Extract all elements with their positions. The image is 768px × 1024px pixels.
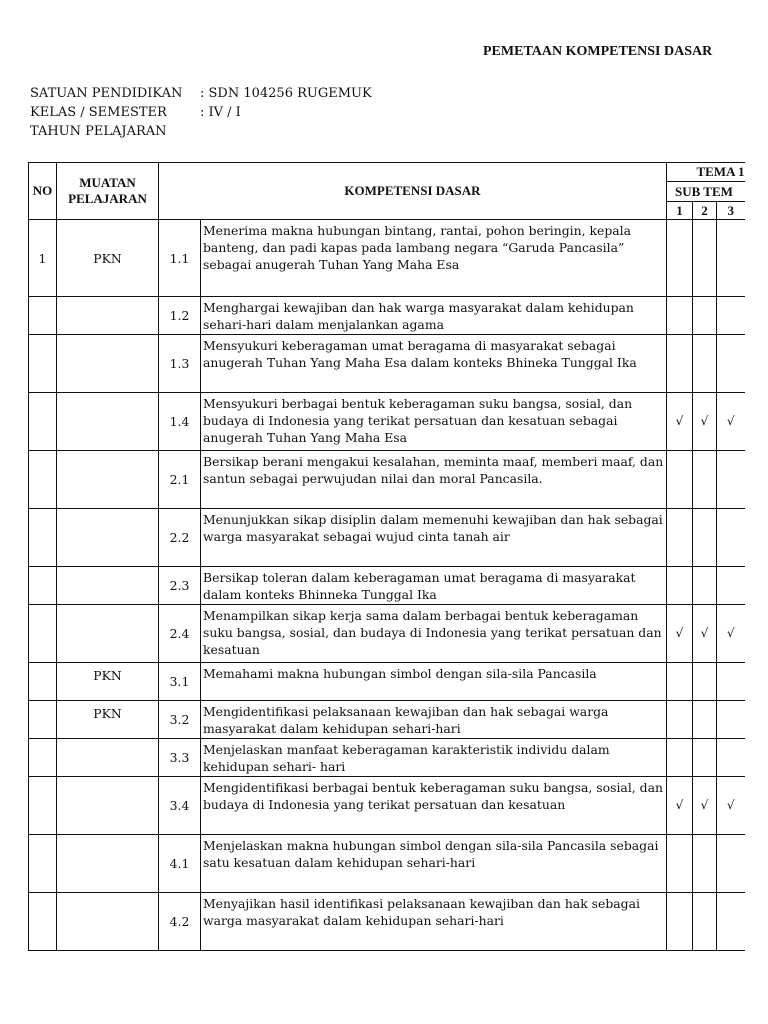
check-sub-2	[693, 663, 717, 701]
check-sub-3	[717, 739, 745, 777]
header-row	[29, 163, 745, 182]
row-number	[29, 701, 57, 739]
muatan-pelajaran	[57, 777, 159, 835]
check-sub-3	[717, 893, 745, 951]
row-number	[29, 567, 57, 605]
table-row	[29, 393, 745, 451]
check-sub-3: √	[717, 605, 745, 663]
check-sub-1: √	[667, 393, 693, 451]
check-sub-2	[693, 451, 717, 509]
check-sub-3	[717, 335, 745, 393]
kd-number: 3.2	[159, 701, 201, 739]
header-subtema: SUB TEM	[667, 182, 745, 202]
check-sub-1	[667, 567, 693, 605]
table-row	[29, 335, 745, 393]
muatan-pelajaran	[57, 335, 159, 393]
check-sub-3	[717, 297, 745, 335]
table-row	[29, 220, 745, 297]
muatan-pelajaran: PKN	[57, 663, 159, 701]
check-sub-3	[717, 509, 745, 567]
check-sub-1: √	[667, 605, 693, 663]
kd-number: 2.1	[159, 451, 201, 509]
check-sub-3	[717, 835, 745, 893]
kd-number: 2.3	[159, 567, 201, 605]
kd-description: Mensyukuri keberagaman umat beragama di masyarakat sebagai anugerah Tuhan Yang Maha Esa dalam konteks Bhineka Tunggal Ika	[201, 335, 667, 393]
row-number	[29, 835, 57, 893]
muatan-pelajaran	[57, 451, 159, 509]
check-sub-3	[717, 663, 745, 701]
kd-number: 3.4	[159, 777, 201, 835]
row-number: 1	[29, 220, 57, 297]
check-sub-2: √	[693, 605, 717, 663]
row-number	[29, 335, 57, 393]
info-value: : IV / I	[200, 105, 241, 120]
check-sub-1	[667, 451, 693, 509]
row-number	[29, 663, 57, 701]
row-number	[29, 777, 57, 835]
table-row	[29, 701, 745, 739]
check-sub-3	[717, 451, 745, 509]
kd-number: 1.1	[159, 220, 201, 297]
table-row	[29, 663, 745, 701]
kd-description: Menerima makna hubungan bintang, rantai, pohon beringin, kepala banteng, dan padi kapas pada lambang negara “Garuda Pancasila” sebagai anugerah Tuhan Yang Maha Esa	[201, 220, 667, 297]
muatan-pelajaran	[57, 297, 159, 335]
check-sub-2	[693, 701, 717, 739]
kd-number: 1.2	[159, 297, 201, 335]
check-sub-1	[667, 509, 693, 567]
row-number	[29, 739, 57, 777]
check-sub-2	[693, 567, 717, 605]
kd-description: Menampilkan sikap kerja sama dalam berbagai bentuk keberagaman suku bangsa, sosial, dan budaya di Indonesia yang terikat persatuan dan kesatuan	[201, 605, 667, 663]
check-sub-1	[667, 893, 693, 951]
header-sub-1: 1	[667, 202, 693, 220]
check-sub-3: √	[717, 777, 745, 835]
kd-description: Mensyukuri berbagai bentuk keberagaman suku bangsa, sosial, dan budaya di Indonesia yang terikat persatuan dan kesatuan sebagai anugerah Tuhan Yang Maha Esa	[201, 393, 667, 451]
kd-description: Menyajikan hasil identifikasi pelaksanaan kewajiban dan hak sebagai warga masyarakat dalam kehidupan sehari-hari	[201, 893, 667, 951]
header-kompetensi-dasar: KOMPETENSI DASAR	[159, 163, 667, 220]
table-row	[29, 451, 745, 509]
kd-description: Menunjukkan sikap disiplin dalam memenuhi kewajiban dan hak sebagai warga masyarakat sebagai wujud cinta tanah air	[201, 509, 667, 567]
check-sub-3	[717, 220, 745, 297]
kd-number: 3.1	[159, 663, 201, 701]
table-row	[29, 835, 745, 893]
kd-number: 4.1	[159, 835, 201, 893]
kd-number: 3.3	[159, 739, 201, 777]
check-sub-2	[693, 220, 717, 297]
row-number	[29, 605, 57, 663]
check-sub-2	[693, 297, 717, 335]
kd-number: 2.2	[159, 509, 201, 567]
muatan-pelajaran	[57, 393, 159, 451]
check-sub-1	[667, 701, 693, 739]
check-sub-1	[667, 663, 693, 701]
check-sub-2	[693, 739, 717, 777]
check-sub-2	[693, 335, 717, 393]
kd-description: Memahami makna hubungan simbol dengan sila-sila Pancasila	[201, 663, 667, 701]
kd-description: Menghargai kewajiban dan hak warga masyarakat dalam kehidupan sehari-hari dalam menjalankan agama	[201, 297, 667, 335]
muatan-pelajaran	[57, 893, 159, 951]
header-sub-2: 2	[693, 202, 717, 220]
check-sub-1: √	[667, 777, 693, 835]
check-sub-3	[717, 567, 745, 605]
muatan-pelajaran: PKN	[57, 220, 159, 297]
muatan-pelajaran	[57, 567, 159, 605]
kd-description: Bersikap toleran dalam keberagaman umat beragama di masyarakat dalam konteks Bhinneka Tunggal Ika	[201, 567, 667, 605]
kd-description: Menjelaskan makna hubungan simbol dengan sila-sila Pancasila sebagai satu kesatuan dalam kehidupan sehari-hari	[201, 835, 667, 893]
table-row	[29, 509, 745, 567]
muatan-pelajaran	[57, 739, 159, 777]
muatan-pelajaran: PKN	[57, 701, 159, 739]
table-row	[29, 777, 745, 835]
table-row	[29, 739, 745, 777]
row-number	[29, 451, 57, 509]
kd-mapping-table	[28, 162, 745, 951]
header-muatan-pelajaran: MUATAN PELAJARAN	[57, 163, 159, 220]
check-sub-2: √	[693, 777, 717, 835]
kd-number: 4.2	[159, 893, 201, 951]
check-sub-2	[693, 509, 717, 567]
kd-description: Bersikap berani mengakui kesalahan, meminta maaf, memberi maaf, dan santun sebagai perwujudan nilai dan moral Pancasila.	[201, 451, 667, 509]
table-row	[29, 893, 745, 951]
kd-description: Mengidentifikasi pelaksanaan kewajiban dan hak sebagai warga masyarakat dalam kehidupan sehari-hari	[201, 701, 667, 739]
check-sub-1	[667, 297, 693, 335]
info-label: TAHUN PELAJARAN	[30, 124, 167, 139]
kd-number: 1.4	[159, 393, 201, 451]
row-number	[29, 893, 57, 951]
row-number	[29, 509, 57, 567]
check-sub-3: √	[717, 393, 745, 451]
table-row	[29, 297, 745, 335]
header-sub-3: 3	[717, 202, 745, 220]
kd-description: Mengidentifikasi berbagai bentuk keberagaman suku bangsa, sosial, dan budaya di Indonesia yang terikat persatuan dan kesatuan	[201, 777, 667, 835]
info-label: KELAS / SEMESTER	[30, 105, 167, 120]
check-sub-3	[717, 701, 745, 739]
muatan-pelajaran	[57, 605, 159, 663]
header-no: NO	[29, 163, 57, 220]
check-sub-1	[667, 220, 693, 297]
check-sub-1	[667, 335, 693, 393]
info-kelas-semester	[30, 105, 241, 120]
row-number	[29, 297, 57, 335]
document-title: PEMETAAN KOMPETENSI DASAR	[483, 44, 713, 59]
kd-number: 2.4	[159, 605, 201, 663]
muatan-pelajaran	[57, 835, 159, 893]
check-sub-2	[693, 893, 717, 951]
muatan-pelajaran	[57, 509, 159, 567]
header-tema: TEMA 1	[667, 163, 745, 182]
info-value: : SDN 104256 RUGEMUK	[200, 86, 372, 101]
check-sub-2: √	[693, 393, 717, 451]
info-tahun-pelajaran	[30, 124, 200, 139]
check-sub-1	[667, 835, 693, 893]
info-label: SATUAN PENDIDIKAN	[30, 86, 183, 101]
check-sub-1	[667, 739, 693, 777]
row-number	[29, 393, 57, 451]
table-row	[29, 567, 745, 605]
kd-number: 1.3	[159, 335, 201, 393]
info-satuan-pendidikan	[30, 86, 372, 101]
check-sub-2	[693, 835, 717, 893]
table-row	[29, 605, 745, 663]
kd-description: Menjelaskan manfaat keberagaman karakteristik individu dalam kehidupan sehari- hari	[201, 739, 667, 777]
